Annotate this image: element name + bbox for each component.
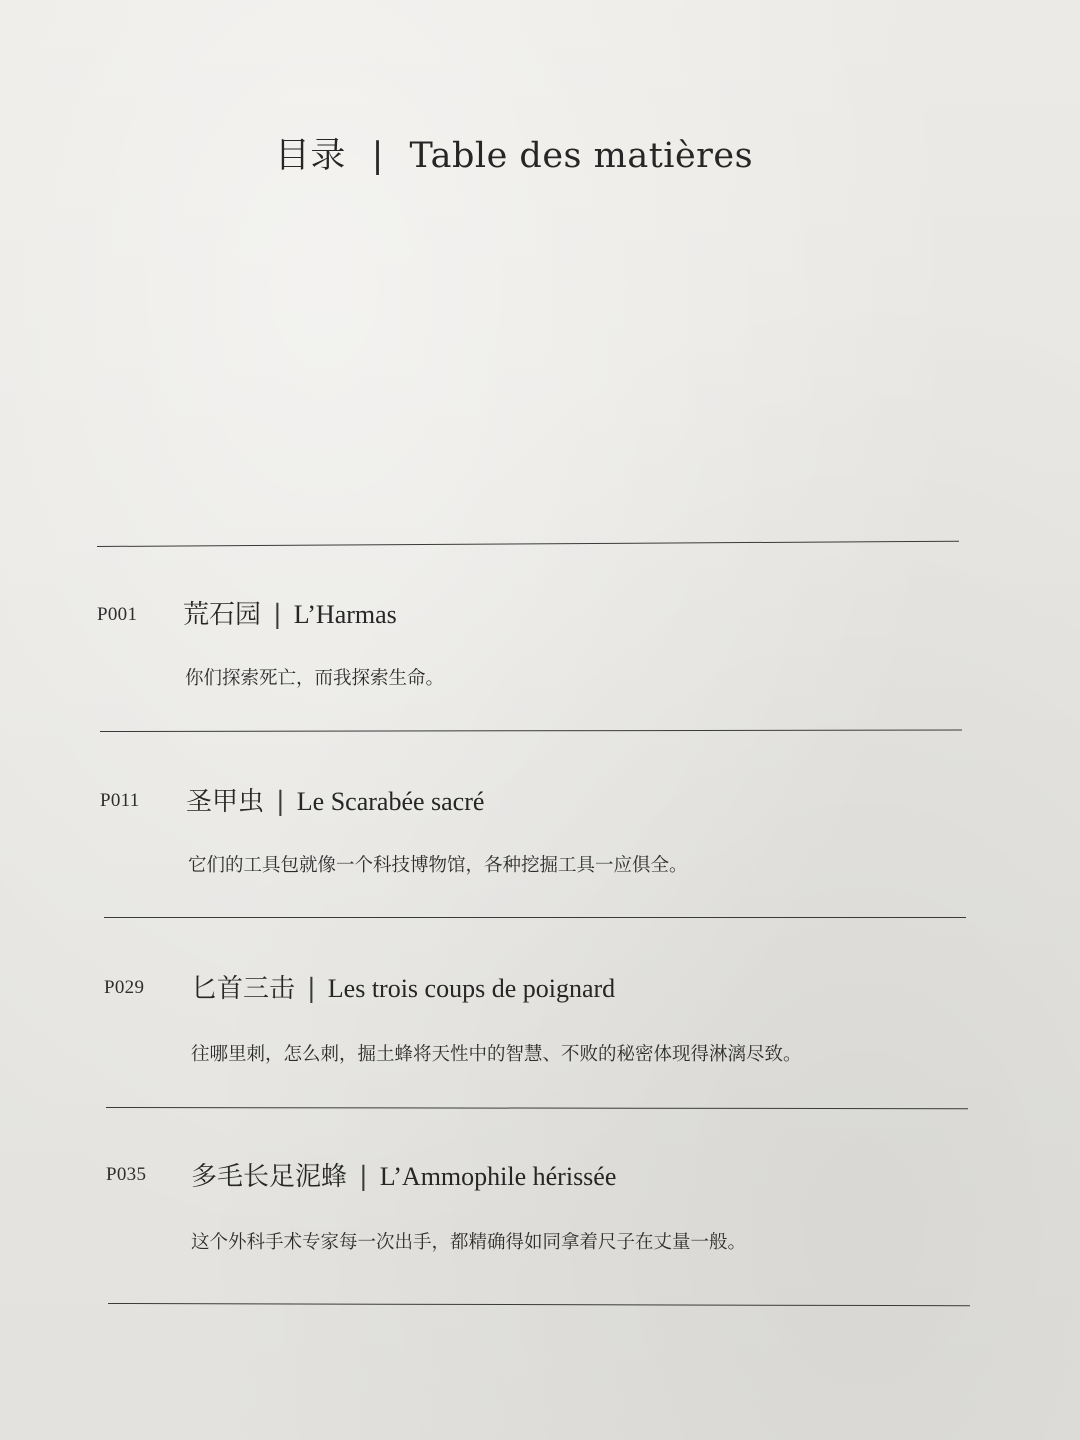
entry-title-french: L’Ammophile hérissée [379,1162,617,1191]
entry-title [191,968,615,1005]
title-chinese: 目录 [274,136,346,176]
title-french: Table des matières [409,136,754,176]
entry-description: 往哪里刺，怎么刺，掘土蜂将天性中的智慧、不败的秘密体现得淋漓尽致。 [191,1044,802,1065]
entry-title-chinese: 多毛长足泥蜂 [191,1162,348,1192]
entry-title-separator: | [276,787,285,817]
entry-description: 你们探索死亡，而我探索生命。 [185,668,445,689]
entry-title-french: Le Scarabée sacré [296,787,485,816]
divider-rule [100,729,962,732]
entry-title-french: L’Harmas [293,600,397,629]
entry-page-number: P001 [97,604,138,625]
entry-description: 这个外科手术专家每一次出手，都精确得如同拿着尺子在丈量一般。 [191,1232,747,1253]
entry-page-number: P029 [104,977,145,998]
divider-rule [104,917,966,918]
entry-title-chinese: 圣甲虫 [186,787,265,817]
divider-rule [106,1107,968,1109]
divider-rule [108,1303,970,1306]
divider-rule [97,541,959,547]
title-separator: | [371,136,384,176]
entry-title-separator: | [307,974,316,1004]
entry-title-separator: | [273,600,282,630]
entry-title-separator: | [359,1162,368,1192]
entry-title [183,594,397,631]
entry-title [191,1156,616,1193]
entry-title-chinese: 匕首三击 [191,974,296,1004]
entry-title-french: Les trois coups de poignard [327,974,616,1003]
entry-page-number: P011 [100,790,140,811]
entry-page-number: P035 [106,1164,147,1185]
entry-description: 它们的工具包就像一个科技博物馆，各种挖掘工具一应俱全。 [188,855,688,876]
entry-title [186,781,484,818]
page-title [0,128,1028,178]
entry-title-chinese: 荒石园 [183,600,262,630]
